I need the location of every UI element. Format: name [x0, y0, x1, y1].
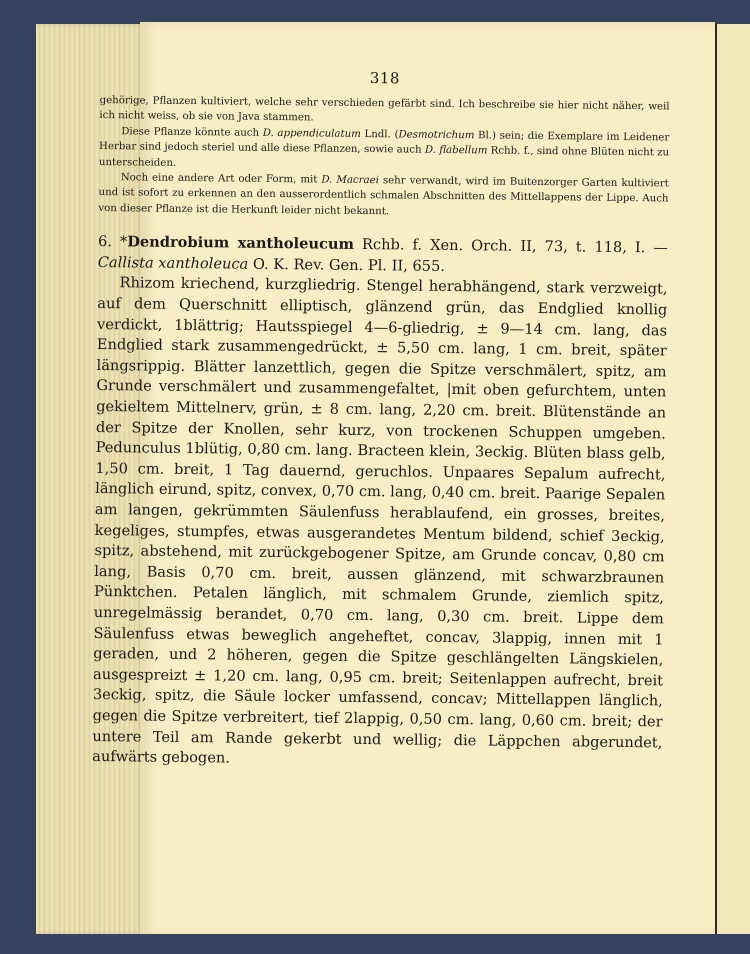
species-synonym: Callista xantholeuca	[97, 253, 249, 273]
synonym-citation: O. K. Rev. Gen. Pl. II, 655.	[248, 255, 446, 275]
small-paragraph-3	[98, 170, 668, 223]
text-segment: Rchb. f., sind ohne Blüten nicht zu unterscheiden.	[98, 145, 670, 169]
page-number: 318	[369, 69, 401, 88]
species-number: 6. *	[97, 233, 128, 251]
species-entry-heading	[98, 232, 668, 280]
footnote-block	[98, 93, 669, 223]
species-description: Rhizom kriechend, kurzgliedrig. Stengel herabhängend, stark verzweigt, auf dem Querschnitt elliptisch, glänzend grün, das Endglied knollig verdickt, 1blättrig; Hautsspiegel 4—6-gliedrig, ± 9—14 cm. lang, das Endglied stark zusammengedrückt, ± 5,50 cm. lang, 1 cm. breit, später längsrippig. Blätter lanzettlich, gegen die Spitze verschmälert, spitz, am Grunde verschmälert und zusammengefaltet, |mit oben gefurchtem, unten gekieltem Mittelnerv, grün, ± 8 cm. lang, 2,20 cm. breit. Blütenstände an der Spitze der Knollen, sehr kurz, von trockenen Schuppen umgeben. Pedunculus 1blütig, 0,80 cm. lang. Bracteen klein, 3eckig. Blüten blass gelb, 1,50 cm. breit, 1 Tag dauernd, geruchlos. Unpaares Sepalum aufrecht, länglich eirund, spitz, convex, 0,70 cm. lang, 0,40 cm. breit. Paarige Sepalen am langen, gekrümmten Säulenfuss herablaufend, ein grosses, breites, kegeliges, stumpfes, etwas ausgerandetes Mentum bildend, schief 3eckig, spitz, abstehend, mit zurückgebogener Spitze, am Grunde concav, 0,80 cm lang, Basis 0,70 cm. breit, aussen glänzend, mit schwarzbraunen Pünktchen. Petalen länglich, mit schmalem Grunde, ziemlich spitz, unregelmässig berandet, 0,70 cm. lang, 0,30 cm. breit. Lippe dem Säulenfuss etwas beweglich angeheftet, concav, 3lappig, innen mit 1 geraden, und 2 höheren, gegen die Spitze geschlängelten Längskielen, ausgespreizt ± 1,20 cm. lang, 0,95 cm. breit; Seitenlappen aufrecht, breit 3eckig, spitz, die Säule locker umfassend, concav; Mittellappen länglich, gegen die Spitze verbreitert, tief 2lappig, 0,50 cm. lang, 0,60 cm. breit; der untere Teil am Rande gekerbt und wellig; die Läppchen abgerundet, aufwärts gebogen.	[92, 274, 668, 767]
next-page-edge	[715, 24, 750, 934]
species-citation: Rchb. f. Xen. Orch. II, 73, t. 118, I. —	[353, 236, 669, 257]
text-segment: gehörige, Pflanzen kultiviert, welche sehr verschieden gefärbt sind. Ich beschreibe sie hier nicht näher, weil ich nicht weiss, ob sie von Java stammen.	[99, 94, 670, 124]
italic-taxon: D. flabellum	[424, 144, 488, 157]
text-segment: sehr verwandt, wird im Buitenzorger Garten kultiviert und ist sofort zu erkennen an den ausserordentlich schmalen Abschnitten des Mittellappens der Lippe. Auch von dieser Pflanze ist die Herkunft leider nicht bekannt.	[98, 175, 669, 218]
italic-taxon: D. Macraei	[321, 174, 379, 187]
italic-taxon: Desmotrichum	[398, 129, 475, 142]
text-segment: Noch eine andere Art oder Form, mit	[120, 172, 322, 186]
italic-taxon: D. appendiculatum	[262, 127, 361, 140]
text-segment: Bl.) sein; die Exemplare im Leidener Herbar sind jedoch steriel und alle diese Pflanzen, sowie auch	[99, 130, 670, 156]
page-content	[92, 66, 670, 774]
species-name: Dendrobium xantholeucum	[127, 233, 355, 254]
text-segment: Diese Pflanze könnte auch	[121, 126, 263, 139]
small-paragraph-2	[99, 124, 669, 177]
text-segment: Lndl. (	[360, 128, 399, 141]
